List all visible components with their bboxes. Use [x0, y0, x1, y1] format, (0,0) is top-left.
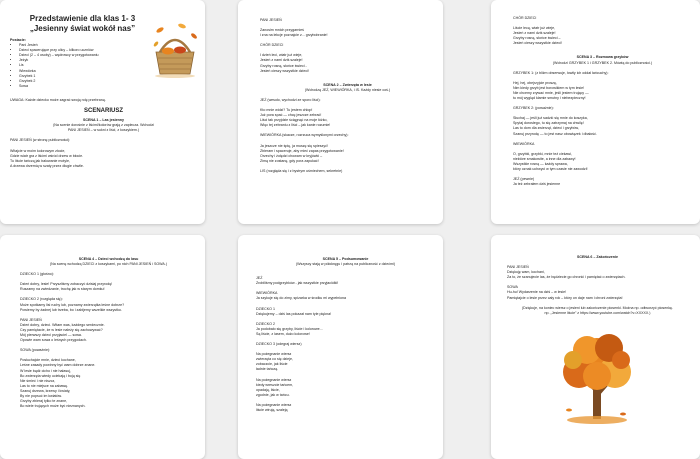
text-line: Dziękuję wam, kochani,	[507, 270, 545, 275]
text-line: Jesień cieszy wszystkie dzieci!	[260, 68, 309, 73]
page-6	[491, 235, 700, 459]
text-line: tu mój wygląd kłamie smutny i niebezpieczny!	[513, 96, 586, 101]
text-line: GRZYBEK 2: (poważnie):	[513, 106, 554, 111]
text-line: Spytaj dorosłego, tu się zatrzymaj na chwilę!	[513, 121, 584, 126]
ground	[567, 416, 627, 424]
cast-item: • Pani Jesień	[19, 43, 197, 48]
text-line: PANI JESIEŃ	[260, 18, 282, 22]
text-line: niektóre smakowite, a inne dla zabawy!	[513, 156, 576, 161]
chorus-line: Grzyby rosną, słońce świeci –	[513, 36, 561, 41]
page-4	[0, 235, 205, 459]
text-line: Powiemy by żadnej lub trzeba, bo i zabijemy wszelkie wszystko.	[20, 307, 122, 312]
page-2	[238, 0, 443, 224]
page-5-content	[256, 257, 435, 413]
text-line: DZIECKO 3 (odegraj wiersz)	[256, 342, 302, 347]
cast-item: • Jeżyk	[19, 58, 197, 63]
scene-2-subtitle: (Wchodzą JEŻ, WIEWIÓRKA, i IS. Każdy niesie coś.)	[304, 87, 391, 92]
text-line: Posłuchajcie mnie, dzieci kochane,	[20, 358, 76, 363]
text-line: Więc tej zebraniu z liści – jak kanie rozumie!	[260, 123, 331, 128]
page-6-content	[507, 255, 688, 316]
text-line: Nim kiedy grzyb jest borowikiem w tym lesie!	[513, 85, 585, 90]
text-line: O, grzybki, grzybki, mnie też ciekawi,	[513, 151, 572, 156]
scene-1-subtitle: (Na scenie dorośnie z liśćmi/kolorów grają z zaplecza. Wchodzi	[53, 123, 154, 128]
text-line: zgodnie, jak w tańcu.	[256, 392, 290, 397]
text-line: PANI JESIEŃ	[507, 265, 529, 270]
text-line: SOWA (poważnie):	[20, 348, 51, 353]
chorus-line: Liście lecą, wiatr już wieje,	[513, 26, 556, 31]
text-line: Liści tak przyjdzie ściągnąć na moje łóżko,	[260, 118, 328, 123]
text-line: DZIECKO 2	[256, 321, 275, 326]
leaf-icon	[190, 32, 198, 39]
text-line: Ja podobało się grzyby, liście i kolorowe...	[256, 326, 323, 331]
text-line: Dziękujemy – dziś las pokazał nam tyle piękna!	[256, 311, 332, 316]
text-line: Hej, hej, obejrzyjcie proszę,	[513, 80, 557, 85]
text-line: WIEWIÓRKA	[256, 291, 278, 296]
text-line: Grzyby zbieraj tylko te znane,	[20, 399, 68, 404]
autumn-tree-illustration	[559, 330, 635, 426]
text-line: JEŻ	[256, 276, 263, 281]
scene-3-title: SCENA 3 – Rozmowa grzybów	[576, 55, 629, 60]
text-line: Jesień z nami dziś szaleje!	[260, 58, 303, 63]
text-line: Bo wiele trujących może być nieznanych.	[20, 404, 86, 409]
text-line: Hu-hu! Wydarzenie na dziś – w lesie!	[507, 290, 567, 295]
verse-line: Witajcie w moim kolorowym złocie,	[10, 148, 66, 153]
speaker: PANI JESIEŃ (w stronę publiczności):	[10, 138, 71, 143]
cast-item: • Grzybek 1	[19, 74, 197, 79]
text-line: liście wirują, szaleją	[256, 407, 288, 412]
scene-5-title: SCENA 5 – Podsumowanie	[322, 257, 369, 261]
scenario-heading: SCENARIUSZ	[83, 108, 123, 115]
page-3-content	[513, 16, 692, 187]
text-line: By nie popsuć im kwiatów.	[20, 393, 62, 398]
text-line: Nie chcemy zrywać mnie, jeśli jestem trujący —	[513, 90, 589, 95]
text-line: Zrobiliśmy podgrzybków - jak wszystkie przyjaciółki!	[256, 281, 339, 286]
page-4-content	[20, 257, 197, 409]
text-line: Zimą nie zostanę, gdy pora zapukać!	[260, 158, 319, 163]
text-line: SOWA	[507, 285, 518, 290]
text-line: zwierzęta co się dzieje,	[256, 357, 293, 362]
scene-6-title: SCENA 6 – Zakończenie	[576, 255, 618, 259]
text-line: kiedy wreszcie tańcem,	[256, 382, 294, 387]
text-line: Dzień dobry, dzieci. Witam was, każdego serdecznie.	[20, 322, 105, 327]
basket-body	[156, 52, 194, 74]
text-line: JEŻ (pewnie)	[513, 177, 535, 182]
text-line: LIS (rozgląda się i z bystrym uśmiechem, sekretnie)	[260, 168, 343, 173]
text-line: ładnie tańczą.	[256, 367, 279, 372]
leaf-icon	[153, 41, 159, 48]
text-line: DZIECKO 2 (rozgląda się):	[20, 297, 63, 302]
text-line: Za to, że szanujecie las, że będziecie go chronić i pamiętać o zwierzętach.	[507, 275, 626, 280]
text-line: np. „Jesienne liście” z https://www.youtube.com/watch?v=XXXXX.)	[544, 310, 651, 315]
text-line: Bo zwierzęta wtedy uciekają i boją się	[20, 373, 81, 378]
text-line: Kto mnie widzi? Tu jestem chłop!	[260, 108, 313, 113]
text-line: Orzechy i żołędzi chowam w kryjówki –	[260, 153, 323, 158]
text-line: Ruszamy na zwiedzanie, trochę jak w starym domku!	[20, 287, 105, 292]
basket-illustration	[150, 22, 200, 80]
text-line: Opowie wam sowa o leśnych przygodach.	[20, 338, 87, 343]
leaf-icon	[566, 409, 572, 412]
verse-line: A drzewa drzemią w szaty przez długie chwile.	[10, 163, 84, 168]
chorus-line: Jesień z nami dziś szaleje!	[513, 31, 556, 36]
note: UWAGA: Każde dziecko może zagrać swoją rolę przebraną.	[10, 97, 106, 102]
text-line: Grzyby rosną, słońce świeci -	[260, 63, 307, 68]
cast-heading: Postacie:	[10, 38, 26, 42]
text-line: Na pożegnanie wiersz	[256, 352, 292, 357]
scene-2-title: SCENA 2 – Zwierzęta w lesie	[323, 82, 372, 87]
cast-item: • Lis	[19, 63, 197, 68]
text-line: Leśne zasady powinny być wam dobrze znane.	[20, 363, 96, 368]
text-line: WIEWIÓRKA	[513, 141, 535, 146]
text-line: opadają, liście,	[256, 387, 280, 392]
text-line: Las to nie miejsce na zabawę.	[20, 383, 69, 388]
text-line: Słuchaj — jeśli już sadzić się mnie do koszyka,	[513, 116, 588, 121]
scene-1-subtitle: PANI JESIEŃ – w sukni z liści, z koszykiem.)	[67, 128, 140, 133]
scene-4-subtitle: (Na scenę wchodzą DZIECI z koszykami, po nich PANI JESIEŃ i SOWA.)	[49, 262, 168, 267]
text-line: DZIECKO 1 (głośno):	[20, 272, 54, 277]
text-line: PANI JESIEŃ	[20, 317, 42, 322]
text-line: i zna na lekcje poznajcie z... grzybobranie!	[260, 33, 328, 38]
text-line: Na pożegnanie wiersz	[256, 402, 292, 407]
text-line: I dzień leci, wiatr już wieje,	[260, 53, 303, 58]
cast-item: • Dzieci (2 – 4 osoby) – wędrowcy w przygotowaniu	[19, 53, 197, 58]
text-line: Pamiętajcie o lesie przez cały rok – który on daje nam i chroni zwierzęta!	[507, 295, 623, 300]
leaf-icon	[620, 413, 626, 416]
text-line: Las to dom dla zwierząt, dzieci i grzybów,	[513, 126, 579, 131]
text-line: WIEWIÓRKA (skacze, rozrzuca wymyślonymi orzechy):	[260, 133, 349, 138]
text-line: Nie śmieć i nie niszcz,	[20, 378, 56, 383]
verse-line: Tu liście tańczą jak balowanie motyle,	[10, 158, 70, 163]
text-line: JEŻ (wesoło, wychodzi ze sporo liści):	[260, 97, 321, 102]
page-2-content	[260, 18, 435, 174]
leaf-icon	[156, 26, 165, 33]
text-line: Ja jeszcze nie śpię, ja muszę się spieszyć!	[260, 143, 328, 148]
text-line: Wszystkie rosną — każdy sprawa,	[513, 161, 568, 166]
scene-5-subtitle: (Wszyscy stają w półokręgu i patrzą na publiczność z dziećmi)	[295, 262, 396, 267]
leaf-icon	[178, 23, 187, 29]
text-line: Zanosim mnich przygarnieś	[260, 28, 304, 33]
page-3	[491, 0, 700, 224]
text-line: Zbieram i spaceruje, aby mieć zapas przygotowanie!	[260, 148, 344, 153]
text-line: Są liście, z lasem, dużo kolorowe!	[256, 331, 310, 336]
text-line: Już pora spać — chcę jeszcze zebrać!	[260, 113, 322, 118]
chorus-line: Jesień cieszy wszystkie dzieci!	[513, 41, 562, 46]
page-5	[238, 235, 443, 459]
text-line: GRZYBEK 1: (z bliżm obserwuje, łowiły ich oddał łańcuchy):	[513, 70, 609, 75]
text-line: CHÓR DZIECI	[260, 43, 284, 48]
text-line: DZIECKO 1	[256, 306, 275, 311]
text-line: Szanuj przyrodę — to jest nasz obowiązek i dbałość.	[513, 131, 597, 136]
scene-4-title: SCENA 4 – Dzieci wchodzą do lasu	[78, 257, 139, 261]
text-line: Ja szykuje się do zimy, spizarka w środku mi wypełniona	[256, 296, 347, 301]
text-line: Mój pierwszy dzieci przyjaciel — sowa.	[20, 333, 82, 338]
text-line: Czy pamiętacie, że w lesie należy się zachowywać?	[20, 327, 103, 332]
cast-item: • Sowa	[19, 84, 197, 89]
text-line: Szanuj drzewa, krzewy i kwiaty,	[20, 388, 71, 393]
text-line: (Dziękuje, na koniec wiersz o jesieni lub zakończenie piosenki. Można np. odtworzyć piosenkę.	[521, 305, 673, 310]
cast-item: • Wiewiórka	[19, 69, 197, 74]
text-line: zobaczcie, jak liście	[256, 362, 288, 367]
scene-1-title: SCENA 1 – Las jesienny	[82, 118, 124, 123]
page-1	[0, 0, 205, 224]
text-line: Na pożegnanie wiersz	[256, 377, 292, 382]
document-title: Przedstawienie dla klas 1- 3 „Jesienny świat wokół nas”	[29, 14, 136, 33]
text-line: W lesie bądź cicho i nie hałasuj,	[20, 368, 71, 373]
text-line: Może spotkamy lisi ruchy lub, poznamy zwierzątka leśne dobrze?	[20, 302, 125, 307]
cast-item: • Grzybek 2	[19, 79, 197, 84]
scene-3-subtitle: (Wchodzi GRZYBEK 1 i GRZYBEK 2. Mówią do publiczności.)	[552, 60, 653, 65]
verse-line: Gdzie wiatr gra z liśćmi wśród drzew w błocie.	[10, 153, 84, 158]
chorus-heading: CHÓR DZIECI	[513, 16, 537, 20]
cast-item: • Dzieci spacerujące przy ulicy – kilkoro uczniów	[19, 48, 197, 53]
text-line: Dzień dobry, lesie! Przyszliśmy zobaczyć dzisiaj przyrodę!	[20, 282, 113, 287]
text-line: który oznak uchwyci w tym czasie nie zawodzi!	[513, 166, 588, 171]
text-line: Ja też zebrałem dziś jesienne	[513, 182, 561, 187]
